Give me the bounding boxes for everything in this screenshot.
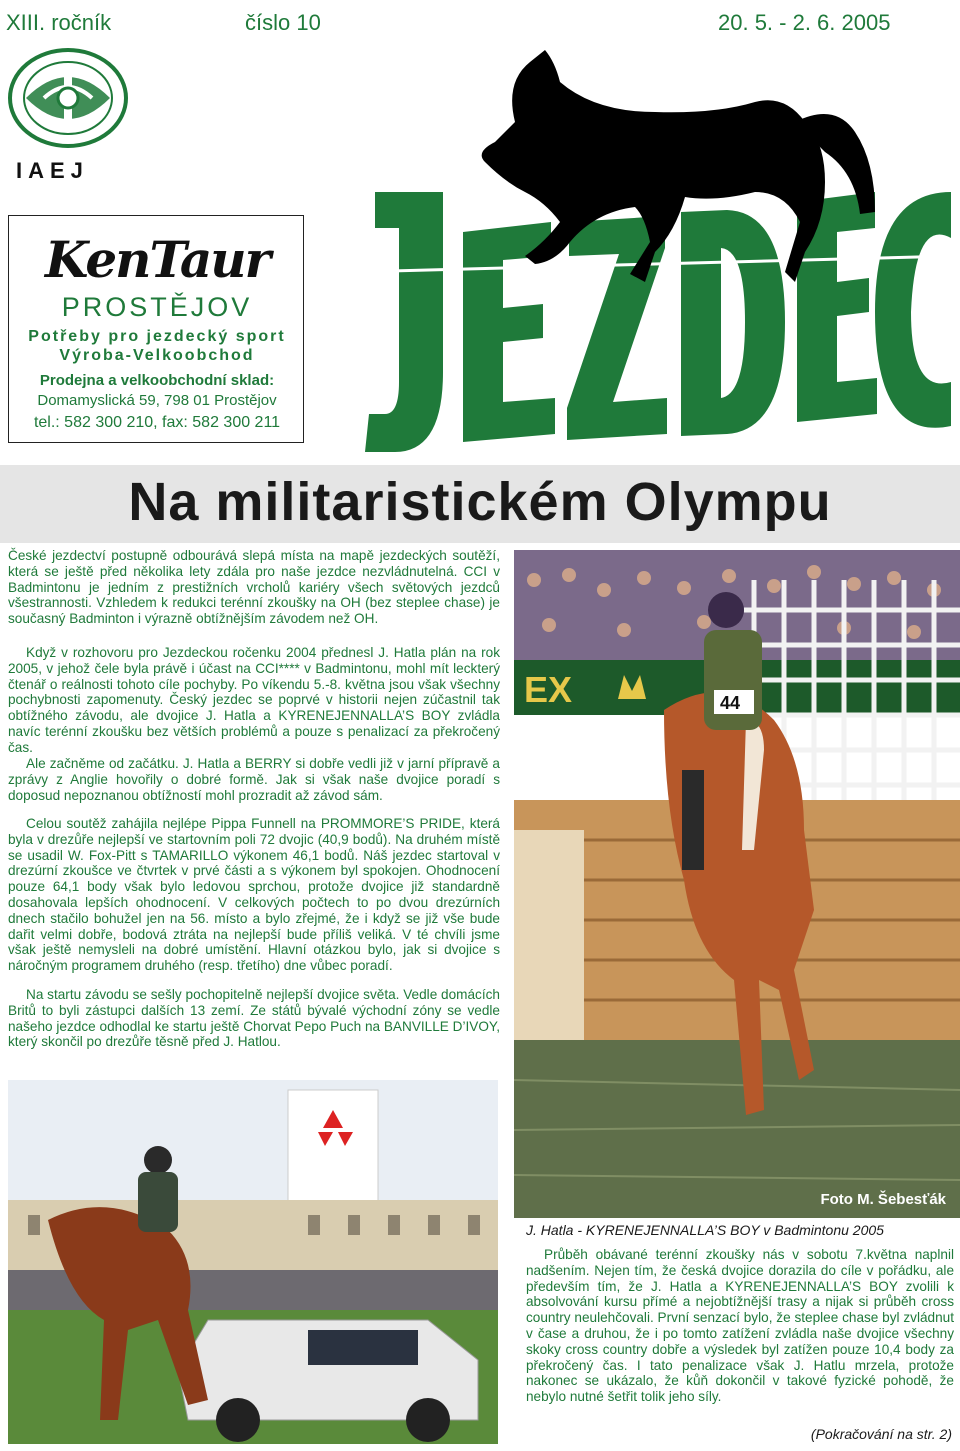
kentaur-logo: KenTaur <box>44 230 270 289</box>
paragraph-5: Na startu závodu se sešly pochopitelně nejlepší dvojice světa. Vedle domácích Britů to byli zástupci dalších 13 zemí. Ze států bývalé východní zóny se vedle našeho jezdce odhodlal ke startu ještě Chorvat Pepo Puch na BANVILLE D’IVOY, který skončil po drezůře těsně před J. Hatlou. <box>8 987 500 1050</box>
paragraph-6: Průběh obávané terénní zkoušky nás v sobotu 7.května naplnil nadšením. Nejen tím, že česká dvojice dorazila do cíle v pořádku, ale především tím, že J. Hatla a KYRENEJENNALLA’S BOY zvolili k absolvování kursu přímé a nejobtížnější trasy a nijak si průběh cross country neulehčovali. První senzací bylo, že steplee chase byl zvládnut v čase a druhou, že i po tomto zatížení zvládla naše dvojice všechny skoky cross country dobře a výsledek byl zatížen pouze 10,4 body za překročený čas. I tato penalizace však J. Hatlu mrzela, protože nakonec se ukázalo, že kůň dokončil v takové fyzické pohodě, že nebylo nutné šetřit tolik jeho síly. <box>526 1247 954 1405</box>
ad-line2: Výroba-Velkoobchod <box>59 347 255 364</box>
paragraph-4: Celou soutěž zahájila nejlépe Pippa Funnell na PROMMORE’S PRIDE, která byla v drezůře nejlepší ve startovním poli 72 dvojic (40,9 bodů). Na druhém místě se usadil W. Fox-Pitt s TAMARILLO výkonem 46,1 bodů. Náš jezdec startoval v drezúrní zkoušce ve čtvrtek v prvé části a s výkonem byl spokojen. Ohodnocení pouze 64,1 body však bylo ledovou sprchou, protože dvojice již standardně dosahovala lepších ohodnocení. V celkových počtech to po dvou drezúrních dnech stačilo bohužel jen na 56. místo a bylo zřejmé, že i když se již vše bude dařit velmi dobře, bodová ztráta na nejlepší bude příliš veliká. V té chvíli jsme však ještě nemysleli na dobré umístění. Hlavní otázkou bylo, jak si dvojice s náročným programem druhého (resp. třetího) dne vůbec poradí. <box>8 816 500 974</box>
paragraph-3: Ale začněme od začátku. J. Hatla a BERRY si dobře vedli již v jarní přípravě a zprávy z Anglie hovořily o dobré formě. Jak si však naše dvojice poradí s doposud nepoznanou obtížností mohl prozradit až závod sám. <box>8 756 500 803</box>
ad-line5: tel.: 582 300 210, fax: 582 300 211 <box>33 414 281 431</box>
paragraph-2: Když v rozhovoru pro Jezdeckou ročenku 2004 přednesl J. Hatla plán na rok 2005, v jehož čele byla právě i účast na CCI**** v Badmintonu, mohl mít leckterý čtenář o reálnosti tohoto cíle pochyby. Po víkendu 5.-8. května jsou však všechny pochybnosti zapomenuty. Český jezdec se poprvé v historii nejen zúčastnil tak obtížného závodu, ale dvojice J. Hatla a KYRENEJENNALLA’S BOY zvládla navíc terénní zkoušku bez větších problémů a pouze s penalizací za překročený čas. <box>8 645 500 755</box>
iaej-label: IAEJ <box>16 158 89 183</box>
photo-credit: Foto M. Šebesťák <box>820 1191 946 1208</box>
paragraph-1: České jezdectví postupně odbourává slepá místa na mapě jezdeckých soutěží, která se ještě před několika lety zdála pro naše jezdce nezvládnutelná. CCI v Badmintonu je jedním z prestižních vrcholů kariéry všech světových jezdců všestrannosti. Vzhledem k redukci terénní zkoušky na OH (bez steplee chase) je současný Badminton i výrazně obtížnějším závodem než OH. <box>8 548 500 627</box>
ad-line1: Potřeby pro jezdecký sport <box>28 328 286 345</box>
volume-label: XIII. ročník <box>6 10 112 35</box>
issue-dates: 20. 5. - 2. 6. 2005 <box>718 10 891 35</box>
photo-caption: J. Hatla - KYRENEJENNALLA’S BOY v Badmintonu 2005 <box>526 1222 884 1238</box>
iaej-logo <box>6 46 130 150</box>
continued-note: (Pokračování na str. 2) <box>810 1426 952 1442</box>
kentaur-ad <box>8 215 304 443</box>
issue-number: číslo 10 <box>245 10 321 35</box>
article-headline: Na militaristickém Olympu <box>128 472 832 532</box>
ad-line4: Domamyslická 59, 798 01 Prostějov <box>37 392 277 409</box>
ad-line3: Prodejna a velkoobchodní sklad: <box>39 372 275 389</box>
masthead-logo <box>355 42 955 452</box>
bib-number: 44 <box>720 693 741 713</box>
photo-badminton-jump <box>514 550 960 1218</box>
banner-text: EX <box>524 669 573 710</box>
photo-rider-landing <box>8 1080 498 1444</box>
ad-city: PROSTĚJOV <box>61 292 253 322</box>
headline-band <box>0 465 960 543</box>
